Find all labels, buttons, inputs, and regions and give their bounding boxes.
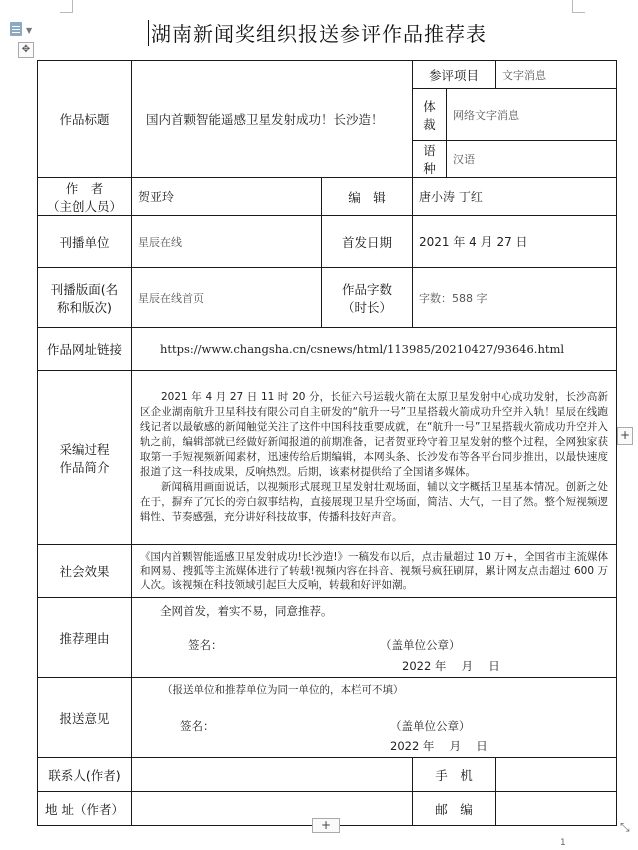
url-value[interactable]: https://www.changsha.cn/csnews/html/113985/20210427/93646.html [132, 328, 617, 371]
opinion-label: 报送意见 [38, 678, 132, 758]
work-title-label: 作品标题 [38, 61, 132, 178]
first-date-label: 首发日期 [322, 216, 413, 268]
add-column-button[interactable]: + [617, 427, 633, 445]
section-value[interactable]: 星辰在线首页 [132, 268, 322, 328]
table-move-handle[interactable]: ✥ [18, 42, 34, 58]
editor-value[interactable]: 唐小涛 丁红 [413, 178, 617, 216]
author-label [38, 178, 132, 216]
reason-cell[interactable] [132, 598, 617, 678]
author-label-line-1: 作 者 [65, 180, 104, 196]
postcode-label: 邮 编 [413, 792, 496, 826]
genre-value[interactable]: 网络文字消息 [447, 89, 617, 141]
page-corner-marker-top-right [572, 0, 585, 13]
author-label-line-2: （主创人员） [46, 198, 122, 214]
opinion-note: （报送单位和推荐单位为同一单位的，本栏可不填） [162, 684, 404, 696]
opinion-seal-label: （盖单位公章） [390, 719, 471, 733]
editor-label: 编 辑 [322, 178, 413, 216]
phone-value[interactable] [496, 758, 617, 792]
category-label: 参评项目 [413, 61, 496, 89]
work-title-value[interactable]: 国内首颗智能遥感卫星发射成功！长沙造！ [132, 61, 413, 178]
postcode-value[interactable] [496, 792, 617, 826]
genre-label: 体裁 [413, 89, 447, 141]
text-cursor [148, 20, 149, 46]
effect-value[interactable]: 《国内首颗智能遥感卫星发射成功!长沙造!》一稿发布以后，点击量超过 10 万+，全国省市主流媒体和网易、搜狐等主流媒体进行了转载!视频内容在抖音、视频号疯狂刷屏，累计网友点击超过 600 万人次。该视频在科技领域引起巨大反响，转载和好评如潮。 [132, 545, 617, 598]
wordcount-label-line-1: 作品字数 [342, 281, 393, 297]
wordcount-label-line-2: （时长） [342, 299, 393, 315]
contact-label: 联系人(作者) [38, 758, 132, 792]
page-number: 1 [560, 838, 566, 848]
effect-label: 社会效果 [38, 545, 132, 598]
document-title: 湖南新闻奖组织报送参评作品推荐表 [151, 22, 487, 46]
language-label: 语种 [413, 141, 447, 178]
contact-value[interactable] [132, 758, 413, 792]
opinion-cell[interactable] [132, 678, 617, 758]
reason-text: 全网首发，着实不易，同意推荐。 [160, 604, 333, 618]
process-label [38, 371, 132, 545]
publisher-label: 刊播单位 [38, 216, 132, 268]
table-resize-icon[interactable]: ⤡ [620, 820, 630, 834]
address-value[interactable] [132, 792, 413, 826]
page-corner-marker-top-left [60, 0, 73, 13]
process-paragraph-2: 新闻稿用画面说话，以视频形式展现卫星发射壮观场面，辅以文字概括卫星基本情况。创新之处在于，摒弃了冗长的旁白叙事结构，直接展现卫星升空场面，简洁、大气，一目了然。整个短视频逻辑性、节奏感强，充分讲好科技故事，传播科技好声音。 [140, 481, 609, 523]
reason-seal-label: （盖单位公章） [380, 638, 461, 652]
section-label [38, 268, 132, 328]
process-text[interactable] [132, 371, 617, 545]
language-value[interactable]: 汉语 [447, 141, 617, 178]
add-row-button[interactable]: + [312, 818, 340, 833]
section-label-line-1: 刊播版面(名 [50, 281, 119, 297]
recommendation-form-table [37, 60, 617, 826]
reason-label: 推荐理由 [38, 598, 132, 678]
chevron-down-icon[interactable]: ▼ [26, 26, 33, 35]
first-date-value[interactable]: 2021 年 4 月 27 日 [413, 216, 617, 268]
phone-label: 手 机 [413, 758, 496, 792]
publisher-value[interactable]: 星辰在线 [132, 216, 322, 268]
category-value[interactable]: 文字消息 [496, 61, 617, 89]
wordcount-label [322, 268, 413, 328]
opinion-sign-label: 签名： [180, 719, 215, 733]
wordcount-value[interactable]: 字数：588 字 [413, 268, 617, 328]
address-label: 地 址（作者） [38, 792, 132, 826]
process-paragraph-1: 2021 年 4 月 27 日 11 时 20 分，长征六号运载火箭在太原卫星发射中心成功发射，长沙高新区企业湖南航升卫星科技有限公司自主研发的“航升一号”卫星搭载火箭成功升空并入轨！星辰在线跑线记者以最敏感的新闻触觉关注了这件中国科技重要成就，在“航升一号”卫星搭载火箭成功升空并入轨之前，编辑部就已经做好新闻报道的前期准备，记者贺亚玲守着卫星发射的整个过程，全网独家获取第一手短视频新闻素材，迅速传给后期编辑，本网头条、长沙发布等各平台同步推出，以最快速度报道了这一科技成果，反响热烈。后期，该素材提供给了全国诸多媒体。 [140, 391, 609, 478]
author-value[interactable]: 贺亚玲 [132, 178, 322, 216]
section-label-line-2: 称和版次) [57, 299, 112, 315]
reason-sign-label: 签名： [188, 638, 223, 652]
process-label-line-1: 采编过程 [59, 441, 110, 457]
url-label: 作品网址链接 [38, 328, 132, 371]
reason-date: 2022 年 月 日 [402, 659, 500, 673]
opinion-date: 2022 年 月 日 [390, 739, 488, 753]
process-label-line-2: 作品简介 [59, 459, 110, 475]
